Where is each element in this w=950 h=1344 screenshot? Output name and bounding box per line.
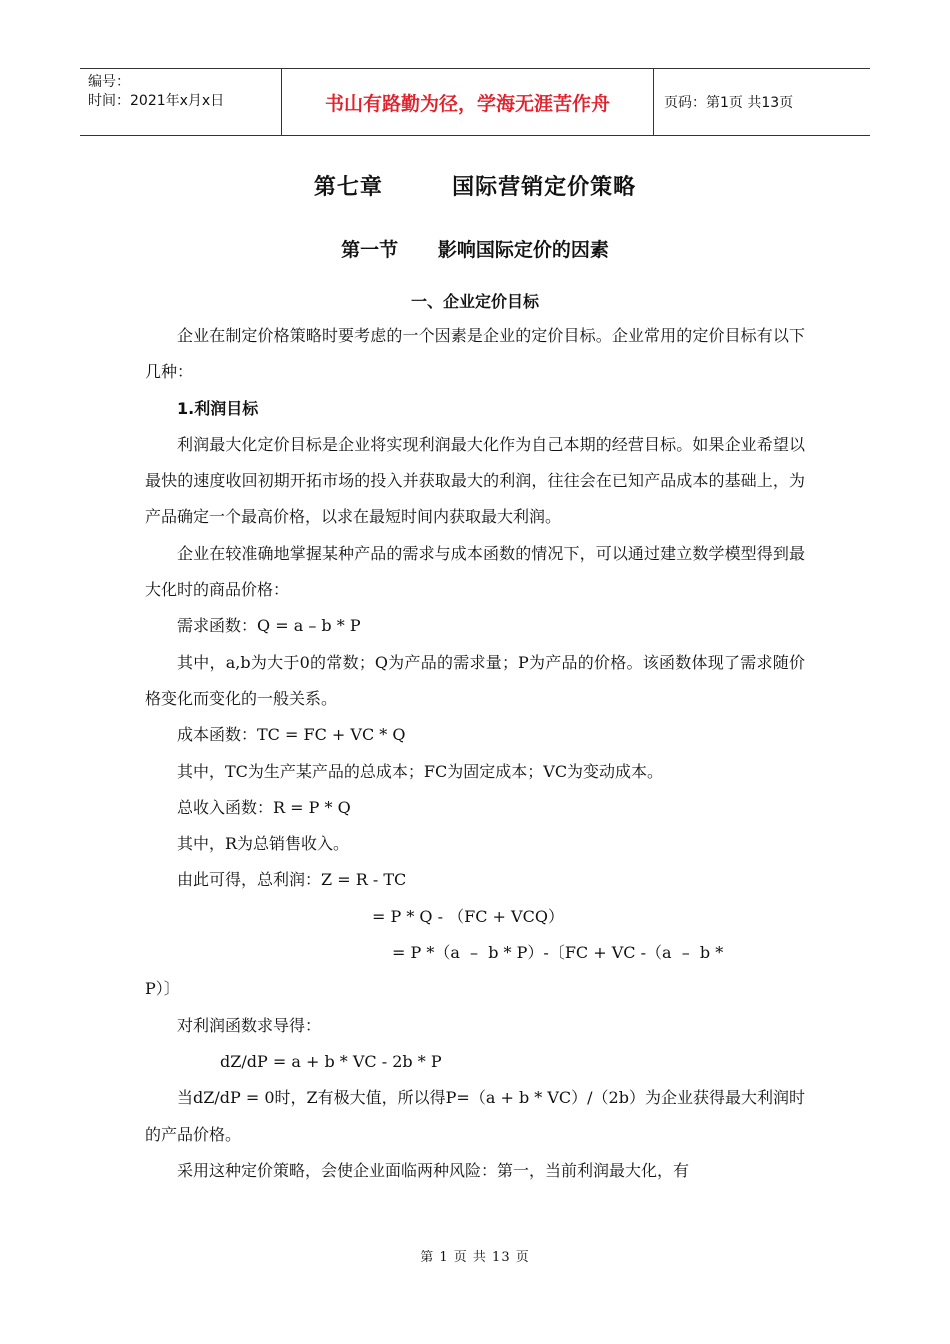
heading-profit-goal: 1.利润目标 [177, 398, 259, 418]
paragraph: 其中，R为总销售收入。 [177, 834, 350, 854]
number-label: 编号： [88, 74, 130, 90]
paragraph: 企业在较准确地掌握某种产品的需求与成本函数的情况下，可以通过建立数学模型得到最大化时的商品价格： [145, 543, 805, 600]
document-header [80, 68, 870, 136]
equation-continuation: P）〕 [145, 979, 180, 999]
header-motto: 书山有路勤为径，学海无涯苦作舟 [282, 69, 654, 135]
equation-line: = P * Q - （FC + VCQ） [372, 906, 564, 926]
demand-function: 需求函数：Q = a – b * P [177, 616, 361, 636]
header-page-info: 页码：第1页 共13页 [664, 95, 794, 111]
paragraph: 当dZ/dP = 0时，Z有极大值，所以得P=（a + b * VC）/（2b）为企业获得最大利润时的产品价格。 [145, 1088, 805, 1144]
page-footer: 第 1 页 共 13 页 [420, 1250, 530, 1265]
chapter-title: 第七章 国际营销定价策略 [313, 175, 637, 200]
time-label: 时间：2021年x月x日 [88, 93, 225, 109]
paragraph: 其中，a,b为大于0的常数；Q为产品的需求量；P为产品的价格。该函数体现了需求随价格变化而变化的一般关系。 [145, 652, 805, 708]
paragraph: 其中，TC为生产某产品的总成本；FC为固定成本；VC为变动成本。 [177, 761, 664, 781]
header-meta [80, 69, 282, 135]
subsection-title: 一、企业定价目标 [410, 292, 539, 311]
profit-function: 由此可得，总利润：Z = R - TC [177, 870, 407, 890]
derivative-equation: dZ/dP = a + b * VC - 2b * P [220, 1051, 442, 1071]
section-title: 第一节 影响国际定价的因素 [341, 239, 609, 261]
paragraph: 企业在制定价格策略时要考虑的一个因素是企业的定价目标。企业常用的定价目标有以下几种： [145, 326, 805, 382]
paragraph: 采用这种定价策略，会使企业面临两种风险：第一，当前利润最大化，有 [177, 1160, 690, 1180]
paragraph: 利润最大化定价目标是企业将实现利润最大化作为自己本期的经营目标。如果企业希望以最快的速度收回初期开拓市场的投入并获取最大的利润，往往会在已知产品成本的基础上，为产品确定一个最高价格，以求在最短时间内获取最大利润。 [145, 434, 805, 527]
cost-function: 成本函数：TC = FC + VC * Q [177, 725, 406, 745]
equation-line: = P *（a – b * P）-〔FC + VC -（a – b * [392, 943, 724, 963]
paragraph: 对利润函数求导得： [177, 1015, 322, 1035]
revenue-function: 总收入函数：R = P * Q [177, 797, 351, 817]
document-body [145, 318, 805, 1189]
